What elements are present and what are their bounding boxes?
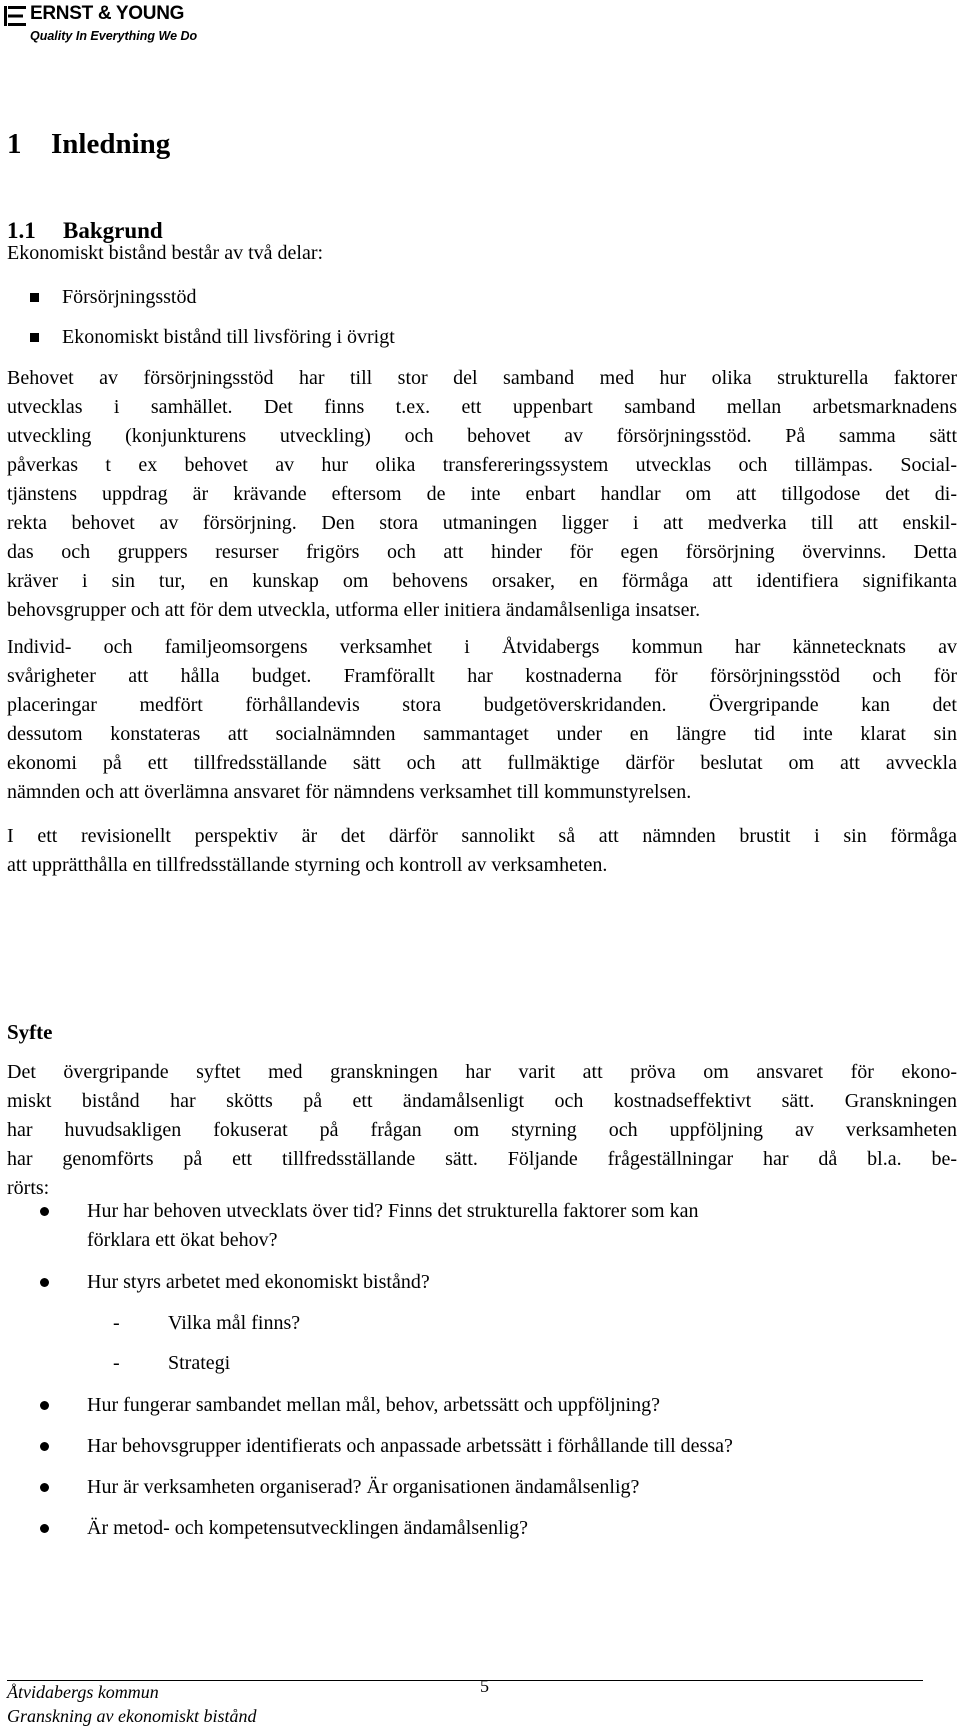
- chapter-number: 1: [7, 128, 22, 160]
- logo-tagline: Quality In Everything We Do: [30, 29, 198, 43]
- text-line: Individ- och familjeomsorgens verksamhet i Åtvidabergs kommun har kännetecknats av: [7, 636, 957, 658]
- text-line: påverkas t ex behovet av hur olika transfereringssystem utvecklas och tillämpas. Social-: [7, 454, 957, 476]
- footer-report-title: Granskning av ekonomiskt bistånd: [7, 1706, 257, 1726]
- text-line: I ett revisionellt perspektiv är det därför sannolikt så att nämnden brustit i sin förmåga: [7, 825, 957, 847]
- paragraph-audit: [7, 822, 957, 880]
- paragraph-background: [7, 364, 957, 625]
- square-bullet-icon: [30, 293, 39, 302]
- bullet-icon: [40, 1442, 49, 1451]
- text-line: utvecklas i samhället. Det finns t.ex. ett uppenbart samband mellan arbetsmarknadens: [7, 396, 957, 418]
- text-line: rekta behovet av försörjning. Den stora utmaningen ligger i att medverka till att enskil-: [7, 512, 957, 534]
- question-item: Hur styrs arbetet med ekonomiskt bistånd?: [87, 1271, 430, 1293]
- text-line: Det övergripande syftet med granskningen har varit att pröva om ansvaret för ekono-: [7, 1061, 957, 1083]
- part-item: Försörjningsstöd: [62, 286, 197, 308]
- text-line: das och gruppers resurser frigörs och att hinder för egen försörjning övervinns. Detta: [7, 541, 957, 563]
- text-line: har genomförts på ett tillfredsställande sätt. Följande frågeställningar har då bl.a. be-: [7, 1148, 957, 1170]
- text-line: placeringar medfört förhållandevis stora budgetöverskridanden. Övergripande kan det: [7, 694, 957, 716]
- dash-bullet: -: [113, 1352, 120, 1374]
- chapter-title: Inledning: [51, 128, 171, 160]
- bullet-icon: [40, 1207, 49, 1216]
- part-item: Ekonomiskt bistånd till livsföring i övrigt: [62, 326, 395, 348]
- text-line: dessutom konstateras att socialnämnden sammantaget under en längre tid inte klarat sin: [7, 723, 957, 745]
- syfte-heading: Syfte: [7, 1020, 53, 1044]
- text-line: har huvudsakligen fokuserat på frågan om styrning och uppföljning av verksamheten: [7, 1119, 957, 1141]
- chapter-heading: [7, 128, 170, 161]
- intro-text: Ekonomiskt bistånd består av två delar:: [7, 242, 324, 264]
- text-line: Behovet av försörjningsstöd har till stor del samband med hur olika strukturella faktorer: [7, 367, 957, 389]
- text-line: tjänstens uppdrag är krävande eftersom de inte enbart handlar om att tillgodose det di-: [7, 483, 957, 505]
- section-title: Bakgrund: [63, 218, 163, 243]
- text-line: nämnden och att överlämna ansvaret för nämndens verksamhet till kommunstyrelsen.: [7, 781, 692, 803]
- text-line: miskt bistånd har skötts på ett ändamålsenligt och kostnadseffektivt sätt. Granskningen: [7, 1090, 957, 1112]
- bullet-icon: [40, 1278, 49, 1287]
- question-item-cont: förklara ett ökat behov?: [87, 1229, 278, 1251]
- text-line: svårigheter att hålla budget. Framförallt har kostnaderna för försörjningsstöd och för: [7, 665, 957, 687]
- question-item: Är metod- och kompetensutvecklingen ändamålsenlig?: [87, 1517, 528, 1539]
- question-item: Hur har behoven utvecklats över tid? Finns det strukturella faktorer som kan: [87, 1200, 699, 1222]
- square-bullet-icon: [30, 333, 39, 342]
- sub-question-item: Vilka mål finns?: [168, 1312, 301, 1334]
- ey-logo-mark-icon: [4, 5, 26, 27]
- footer-rule: [7, 1680, 923, 1681]
- sub-question-item: Strategi: [168, 1352, 231, 1374]
- text-line: behovsgrupper och att för dem utveckla, utforma eller initiera ändamålsenliga insatser.: [7, 599, 701, 621]
- dash-bullet: -: [113, 1312, 120, 1334]
- text-line: utveckling (konjunkturens utveckling) och behovet av försörjningsstöd. På samma sätt: [7, 425, 957, 447]
- paragraph-budget: [7, 633, 957, 807]
- bullet-icon: [40, 1401, 49, 1410]
- text-line: att upprätthålla en tillfredsställande styrning och kontroll av verksamheten.: [7, 854, 608, 876]
- bullet-icon: [40, 1483, 49, 1492]
- page-number: 5: [480, 1676, 489, 1696]
- question-item: Hur är verksamheten organiserad? Är organisationen ändamålsenlig?: [87, 1476, 640, 1498]
- footer-municipality: Åtvidabergs kommun: [7, 1682, 159, 1702]
- logo-name: ERNST & YOUNG: [30, 3, 185, 24]
- question-item: Har behovsgrupper identifierats och anpassade arbetssätt i förhållande till dessa?: [87, 1435, 733, 1457]
- text-line: kräver i sin tur, en kunskap om behovens orsaker, en förmåga att identifiera signifikanta: [7, 570, 957, 592]
- text-line: ekonomi på ett tillfredsställande sätt och att fullmäktige därför beslutat om att avveckla: [7, 752, 957, 774]
- question-item: Hur fungerar sambandet mellan mål, behov, arbetssätt och uppföljning?: [87, 1394, 660, 1416]
- text-line: rörts:: [7, 1177, 50, 1199]
- paragraph-syfte: [7, 1058, 957, 1203]
- bullet-icon: [40, 1524, 49, 1533]
- section-number: 1.1: [7, 218, 36, 243]
